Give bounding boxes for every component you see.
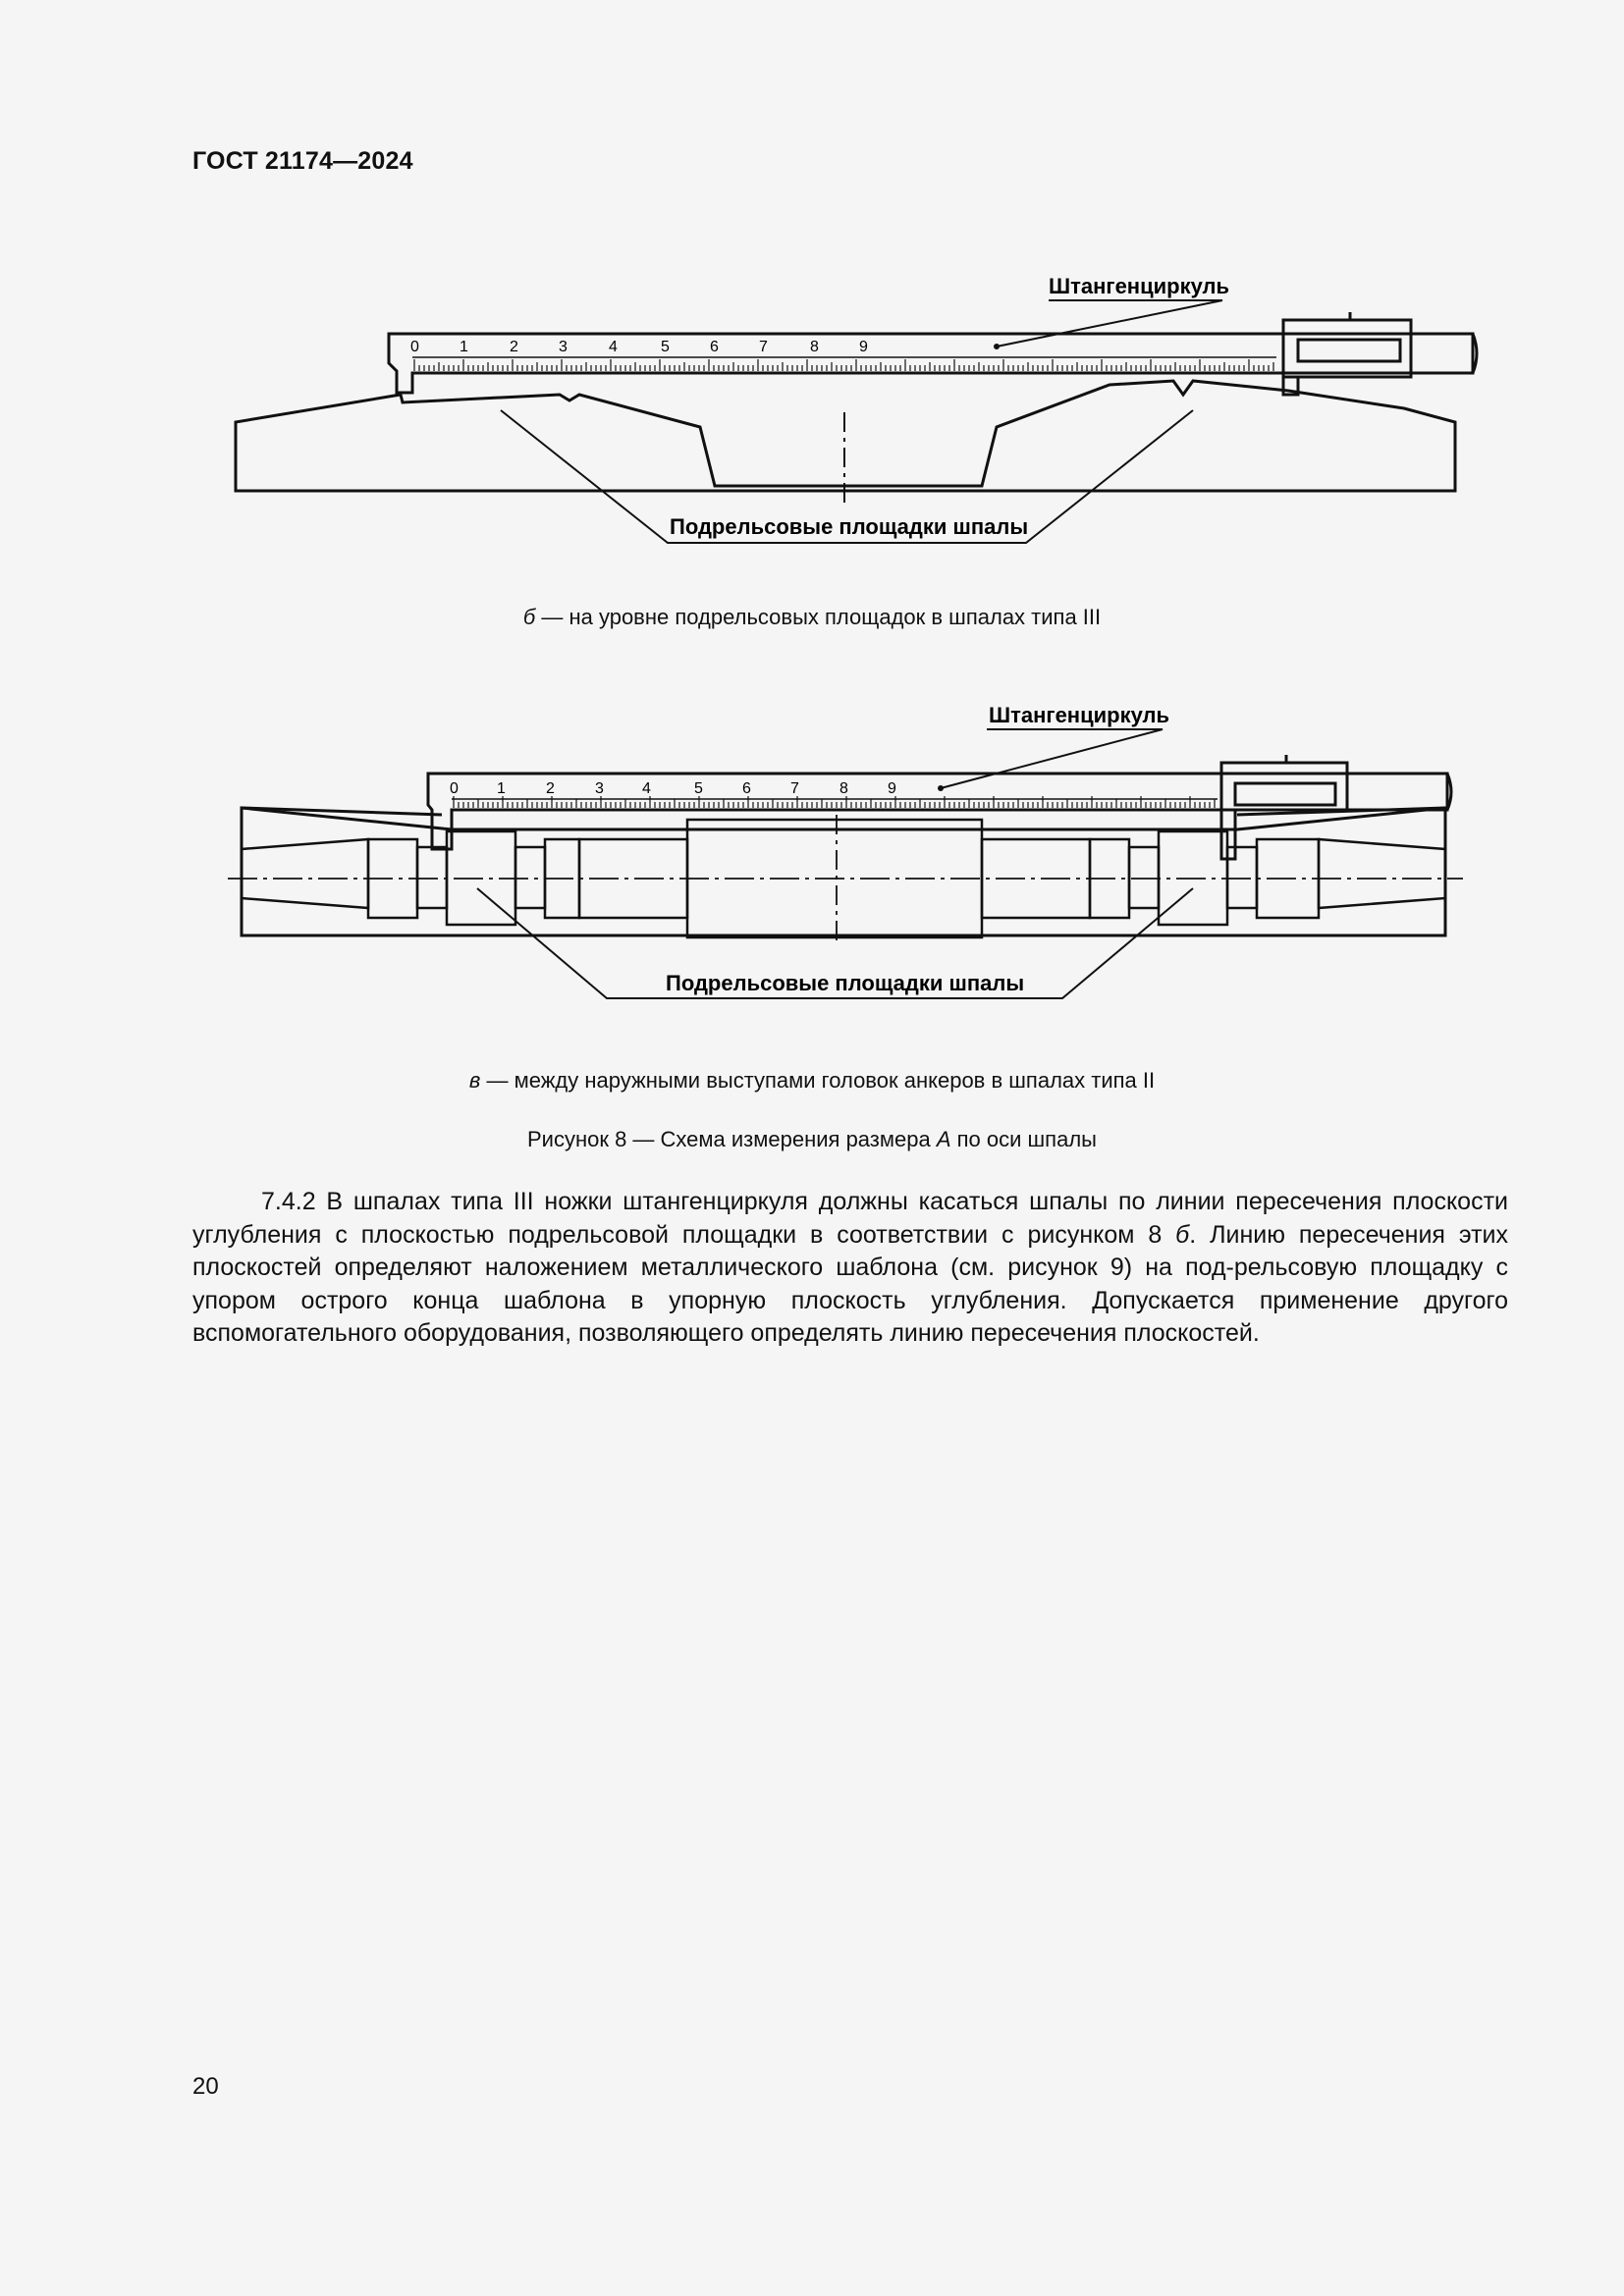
scale-digit: 7: [790, 780, 799, 797]
scale-digit: 7: [759, 339, 768, 355]
caliper-leader: [997, 300, 1222, 347]
scale-digit: 0: [450, 780, 459, 797]
scale-digit: 8: [810, 339, 819, 355]
pads-label: Подрельсовые площадки шпалы: [666, 971, 1025, 995]
caption-letter: в: [468, 1068, 481, 1093]
paragraph-part1: 7.4.2 В шпалах типа III ножки штангенциркуля должны касаться шпалы по линии пересечения плоскости углубления с плоскостью подрельсовой площадки в соответствии с рисунком 8: [192, 1188, 1508, 1249]
scale-digit: 3: [595, 780, 604, 797]
scale-digit: 0: [410, 339, 419, 355]
figure-title: [0, 1127, 1624, 1152]
caliper-beam: [389, 334, 1473, 393]
figure-title-suffix: по оси шпалы: [950, 1127, 1097, 1151]
caliper-slider: [1221, 763, 1347, 810]
scale-digit: 5: [661, 339, 670, 355]
figure-b-drawing: [0, 265, 1624, 560]
figure-b-caption: [0, 605, 1624, 630]
scale-digit: 9: [888, 780, 896, 797]
caliper-vernier: [1298, 340, 1400, 361]
caption-text: — на уровне подрельсовых площадок в шпалах типа III: [535, 605, 1102, 629]
scale-digit: 4: [642, 780, 651, 797]
scale-digit: 4: [609, 339, 618, 355]
caliper-slider: [1283, 320, 1411, 377]
scale-digit: 3: [559, 339, 568, 355]
body-paragraph: [192, 1186, 1508, 1351]
figure-v: [0, 702, 1624, 1016]
scale-labels: [450, 780, 896, 797]
scale-digit: 5: [694, 780, 703, 797]
scale-digit: 8: [839, 780, 848, 797]
scale-digit: 2: [510, 339, 518, 355]
end-left: [242, 839, 368, 908]
document-header: ГОСТ 21174—2024: [192, 147, 413, 175]
scale-digit: 6: [710, 339, 719, 355]
figure-b: [0, 265, 1624, 560]
caliper-leader: [941, 729, 1163, 788]
sleeper-outline: [242, 808, 1445, 935]
pads-label: Подрельсовые площадки шпалы: [670, 514, 1029, 539]
paragraph-part2: . Линию пересечения этих плоскостей определяют наложением металлического шаблона (см. рисунок 9) на под-рельсовую площадку с упором острого конца шаблона в упорную плоскость углубления. Допускается применение другого вспомогательного оборудования, позволяющего определять линию пересечения плоскостей.: [192, 1220, 1508, 1347]
caliper-label: Штангенциркуль: [989, 703, 1170, 727]
paragraph-ref: б: [1175, 1220, 1190, 1249]
figure-v-caption: [0, 1068, 1624, 1094]
scale-digit: 1: [497, 780, 506, 797]
figure-v-drawing: [0, 702, 1624, 1016]
caption-letter: б: [522, 605, 536, 629]
caliper-vernier: [1235, 783, 1335, 805]
end-right: [1319, 839, 1445, 908]
caliper-label: Штангенциркуль: [1049, 274, 1230, 298]
scale-digit: 9: [859, 339, 868, 355]
caption-text: — между наружными выступами головок анкеров в шпалах типа II: [480, 1068, 1156, 1093]
figure-title-symbol: A: [936, 1127, 951, 1151]
scale-digit: 1: [460, 339, 468, 355]
scale-digit: 6: [742, 780, 751, 797]
scale-digit: 2: [546, 780, 555, 797]
figure-title-prefix: Рисунок 8 — Схема измерения размера: [527, 1127, 937, 1151]
page-number: 20: [192, 2073, 219, 2100]
scale-labels: [410, 339, 868, 355]
